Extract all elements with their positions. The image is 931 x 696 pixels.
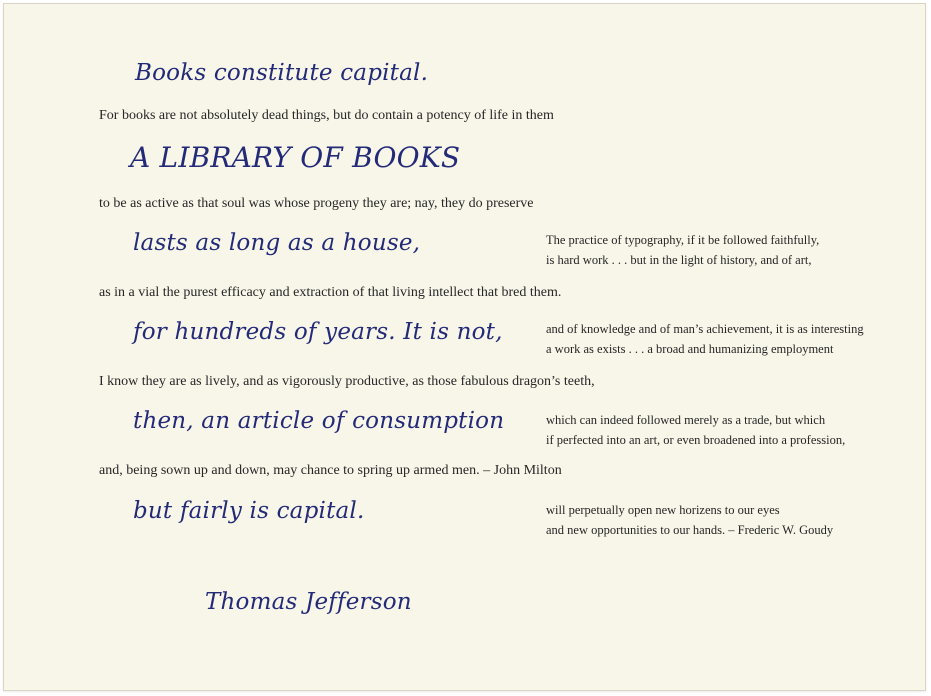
jefferson-line-1: Books constitute capital. <box>135 60 429 86</box>
milton-line-2: to be as active as that soul was whose progeny they are; nay, they do preserve <box>99 196 534 211</box>
goudy-line-5: which can indeed followed merely as a trade, but which <box>546 413 826 427</box>
jefferson-line-5: then, an article of consumption <box>133 408 505 434</box>
jefferson-line-4: for hundreds of years. It is not, <box>133 319 503 345</box>
goudy-paragraph-4 <box>546 500 833 540</box>
goudy-line-1: The practice of typography, if it be followed faithfully, <box>546 233 820 247</box>
jefferson-line-2: A LIBRARY OF BOOKS <box>130 141 461 174</box>
goudy-paragraph-2 <box>546 319 864 359</box>
jefferson-attribution: Thomas Jefferson <box>205 589 412 615</box>
goudy-line-6: if perfected into an art, or even broadened into a profession, <box>546 433 846 447</box>
jefferson-line-6: but fairly is capital. <box>133 498 365 524</box>
goudy-line-2: is hard work . . . but in the light of history, and of art, <box>546 253 812 267</box>
goudy-paragraph-1 <box>546 230 819 270</box>
goudy-paragraph-3 <box>546 410 845 450</box>
goudy-line-3: and of knowledge and of man’s achievement, it is as interesting <box>546 322 864 336</box>
jefferson-line-3: lasts as long as a house, <box>133 230 421 256</box>
goudy-line-4: a work as exists . . . a broad and humanizing employment <box>546 342 834 356</box>
milton-line-3: as in a vial the purest efficacy and extraction of that living intellect that bred them. <box>99 285 562 300</box>
goudy-line-8: and new opportunities to our hands. – Frederic W. Goudy <box>546 523 834 537</box>
milton-line-4: I know they are as lively, and as vigorously productive, as those fabulous dragon’s teeth, <box>99 374 595 389</box>
milton-line-5: and, being sown up and down, may chance to spring up armed men. – John Milton <box>99 463 562 478</box>
goudy-line-7: will perpetually open new horizens to our eyes <box>546 503 780 517</box>
milton-line-1: For books are not absolutely dead things, but do contain a potency of life in them <box>99 108 554 123</box>
